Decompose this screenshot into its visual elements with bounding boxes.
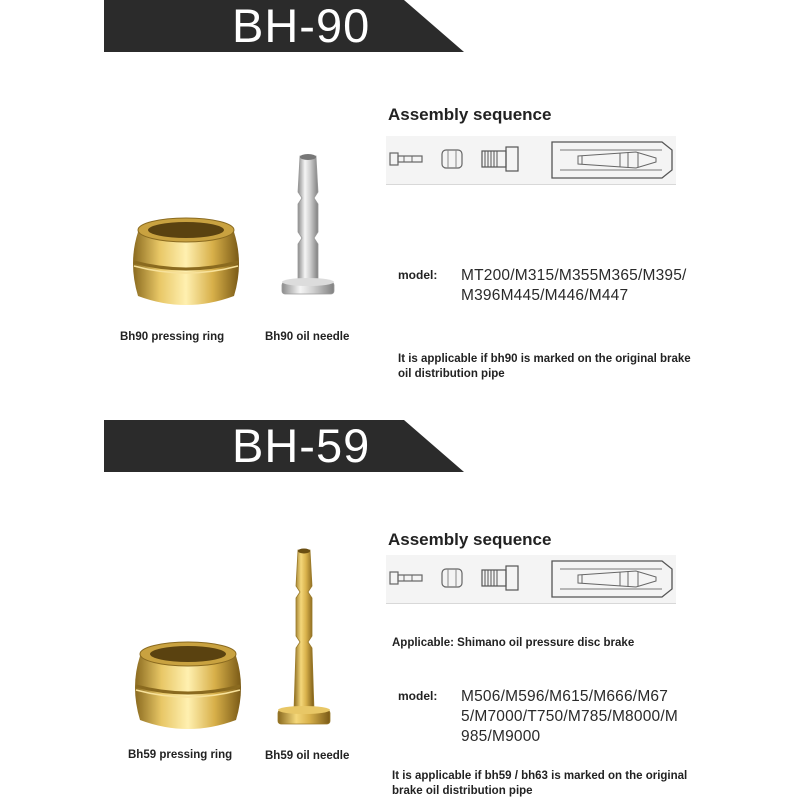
oil-needle-bh59-image bbox=[270, 546, 340, 738]
model-label-bh90: model: bbox=[398, 268, 438, 282]
applicable-text-bh59: Applicable: Shimano oil pressure disc brake bbox=[392, 637, 635, 649]
model-list-bh90: MT200/M315/M355M365/M395/M396M445/M446/M447 bbox=[461, 267, 687, 304]
assembled-diagram-icon bbox=[552, 561, 672, 597]
pressing-ring-bh59-image bbox=[130, 634, 246, 740]
assembled-diagram-icon bbox=[552, 142, 672, 178]
model-list-bh59: M506/M596/M615/M666/M675/M7000/T750/M785/M8000/M985/M9000 bbox=[461, 688, 678, 745]
assembly-title-bh90: Assembly sequence bbox=[388, 105, 552, 124]
assembly-title-bh59: Assembly sequence bbox=[388, 530, 552, 549]
note-bh59: It is applicable if bh59 / bh63 is marked on the original brake oil distribution pipe bbox=[392, 770, 688, 797]
note-bh90: It is applicable if bh90 is marked on the original brake oil distribution pipe bbox=[398, 353, 691, 380]
model-label-bh59: model: bbox=[398, 689, 438, 703]
needle-caption-bh90: Bh90 oil needle bbox=[265, 331, 350, 343]
oil-needle-bh90-image bbox=[274, 152, 344, 312]
banner-title-bh59: BH-59 bbox=[232, 419, 371, 472]
ring-caption-bh59: Bh59 pressing ring bbox=[128, 749, 233, 761]
ring-caption-bh90: Bh90 pressing ring bbox=[120, 331, 225, 343]
assembly-diagram-bh59 bbox=[386, 555, 676, 604]
needle-diagram-icon bbox=[390, 153, 422, 165]
banner-title-bh90: BH-90 bbox=[232, 0, 371, 52]
nut-diagram-icon bbox=[482, 147, 518, 171]
needle-caption-bh59: Bh59 oil needle bbox=[265, 750, 350, 762]
ring-diagram-icon bbox=[442, 569, 462, 587]
needle-diagram-icon bbox=[390, 572, 422, 584]
assembly-diagram-bh90 bbox=[386, 136, 676, 185]
nut-diagram-icon bbox=[482, 566, 518, 590]
pressing-ring-bh90-image bbox=[128, 210, 244, 316]
ring-diagram-icon bbox=[442, 150, 462, 168]
